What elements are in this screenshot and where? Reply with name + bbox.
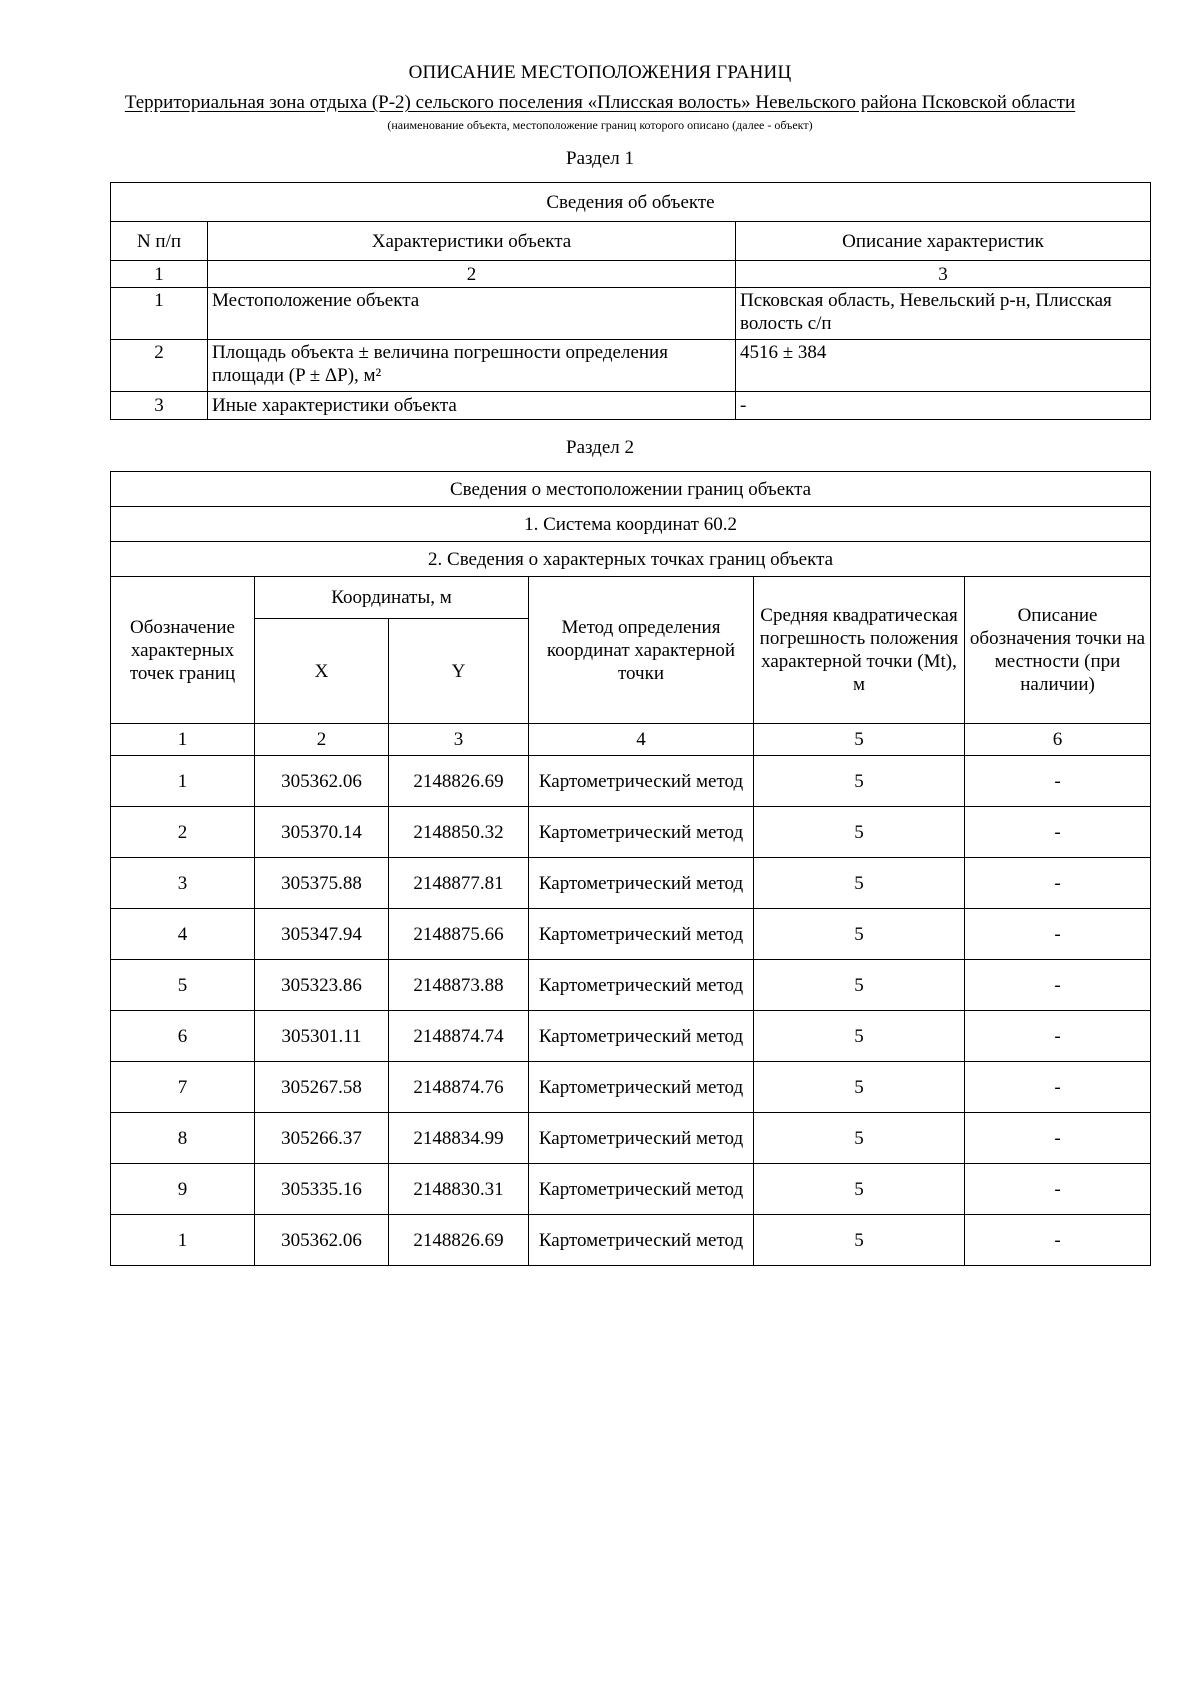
row-number: 1 — [111, 288, 208, 340]
table-row — [111, 1113, 1151, 1164]
point-method: Картометрический метод — [529, 960, 754, 1011]
point-id: 8 — [111, 1113, 255, 1164]
column-number: 5 — [754, 724, 965, 756]
point-id: 4 — [111, 909, 255, 960]
point-id: 1 — [111, 756, 255, 807]
point-y: 2148875.66 — [389, 909, 529, 960]
table-row — [111, 1062, 1151, 1113]
point-error: 5 — [754, 858, 965, 909]
table-row — [111, 288, 1151, 340]
column-number: 2 — [208, 261, 736, 288]
table-header-row — [111, 577, 1151, 619]
point-error: 5 — [754, 960, 965, 1011]
point-description: - — [965, 909, 1151, 960]
column-header-coords: Координаты, м — [255, 577, 529, 619]
column-header-description: Описание характеристик — [736, 222, 1151, 261]
point-method: Картометрический метод — [529, 1164, 754, 1215]
point-y: 2148877.81 — [389, 858, 529, 909]
point-method: Картометрический метод — [529, 1011, 754, 1062]
point-y: 2148834.99 — [389, 1113, 529, 1164]
table-header-row — [111, 222, 1151, 261]
object-name-note: (наименование объекта, местоположение границ которого описано (далее - объект) — [387, 118, 813, 132]
description-cell: 4516 ± 384 — [736, 340, 1151, 392]
point-method: Картометрический метод — [529, 909, 754, 960]
point-y: 2148874.76 — [389, 1062, 529, 1113]
object-info-table — [110, 182, 1151, 420]
point-id: 3 — [111, 858, 255, 909]
table-row — [111, 960, 1151, 1011]
description-cell: - — [736, 392, 1151, 420]
point-error: 5 — [754, 1062, 965, 1113]
column-header-description: Описание обозначения точки на местности (при наличии) — [965, 577, 1151, 724]
point-method: Картометрический метод — [529, 756, 754, 807]
row-number: 3 — [111, 392, 208, 420]
coord-system-row — [111, 507, 1151, 542]
column-number: 2 — [255, 724, 389, 756]
point-x: 305362.06 — [255, 756, 389, 807]
characteristic-cell: Местоположение объекта — [208, 288, 736, 340]
column-header-y: Y — [389, 619, 529, 724]
column-number: 6 — [965, 724, 1151, 756]
point-description: - — [965, 807, 1151, 858]
column-number-row — [111, 724, 1151, 756]
point-x: 305362.06 — [255, 1215, 389, 1266]
points-title: 2. Сведения о характерных точках границ объекта — [111, 542, 1151, 577]
point-x: 305323.86 — [255, 960, 389, 1011]
point-id: 2 — [111, 807, 255, 858]
table-title-row — [111, 472, 1151, 507]
point-description: - — [965, 960, 1151, 1011]
point-id: 7 — [111, 1062, 255, 1113]
point-y: 2148826.69 — [389, 756, 529, 807]
point-id: 9 — [111, 1164, 255, 1215]
table-row — [111, 756, 1151, 807]
document-title: ОПИСАНИЕ МЕСТОПОЛОЖЕНИЯ ГРАНИЦ — [408, 62, 792, 83]
table-row — [111, 392, 1151, 420]
point-description: - — [965, 1113, 1151, 1164]
table-row — [111, 909, 1151, 960]
table-row — [111, 1011, 1151, 1062]
point-error: 5 — [754, 756, 965, 807]
point-id: 1 — [111, 1215, 255, 1266]
column-header-method: Метод определения координат характерной точки — [529, 577, 754, 724]
column-number: 3 — [389, 724, 529, 756]
point-error: 5 — [754, 1113, 965, 1164]
table-title-row — [111, 183, 1151, 222]
column-number-row — [111, 261, 1151, 288]
coord-system-title: 1. Система координат 60.2 — [111, 507, 1151, 542]
point-description: - — [965, 1164, 1151, 1215]
table-row — [111, 1215, 1151, 1266]
point-error: 5 — [754, 1164, 965, 1215]
column-number: 4 — [529, 724, 754, 756]
object-name-text: Территориальная зона отдыха (Р-2) сельского поселения «Плисская волость» Невельского района Псковской области — [124, 92, 1076, 113]
section1-heading: Раздел 1 — [566, 148, 634, 169]
point-description: - — [965, 1011, 1151, 1062]
column-number: 3 — [736, 261, 1151, 288]
object-info-title: Сведения об объекте — [111, 183, 1151, 222]
point-error: 5 — [754, 1011, 965, 1062]
object-name — [0, 92, 1200, 114]
point-y: 2148826.69 — [389, 1215, 529, 1266]
point-method: Картометрический метод — [529, 807, 754, 858]
point-id: 6 — [111, 1011, 255, 1062]
table-row — [111, 340, 1151, 392]
point-x: 305267.58 — [255, 1062, 389, 1113]
point-x: 305266.37 — [255, 1113, 389, 1164]
column-header-designation: Обозначение характерных точек границ — [111, 577, 255, 724]
column-header-characteristic: Характеристики объекта — [208, 222, 736, 261]
point-description: - — [965, 858, 1151, 909]
point-error: 5 — [754, 909, 965, 960]
point-id: 5 — [111, 960, 255, 1011]
point-method: Картометрический метод — [529, 1215, 754, 1266]
point-x: 305375.88 — [255, 858, 389, 909]
point-description: - — [965, 756, 1151, 807]
point-error: 5 — [754, 807, 965, 858]
point-method: Картометрический метод — [529, 1113, 754, 1164]
point-x: 305335.16 — [255, 1164, 389, 1215]
point-description: - — [965, 1062, 1151, 1113]
row-number: 2 — [111, 340, 208, 392]
characteristic-cell: Площадь объекта ± величина погрешности определения площади (P ± ΔP), м² — [208, 340, 736, 392]
table-row — [111, 858, 1151, 909]
point-error: 5 — [754, 1215, 965, 1266]
column-header-x: X — [255, 619, 389, 724]
point-x: 305301.11 — [255, 1011, 389, 1062]
boundary-points-table — [110, 471, 1151, 1266]
column-header-error: Средняя квадратическая погрешность положения характерной точки (Mt), м — [754, 577, 965, 724]
point-y: 2148873.88 — [389, 960, 529, 1011]
description-cell: Псковская область, Невельский р-н, Плисская волость с/п — [736, 288, 1151, 340]
point-description: - — [965, 1215, 1151, 1266]
point-method: Картометрический метод — [529, 858, 754, 909]
point-x: 305347.94 — [255, 909, 389, 960]
column-number: 1 — [111, 261, 208, 288]
boundary-info-title: Сведения о местоположении границ объекта — [111, 472, 1151, 507]
point-x: 305370.14 — [255, 807, 389, 858]
points-title-row — [111, 542, 1151, 577]
point-method: Картометрический метод — [529, 1062, 754, 1113]
point-y: 2148850.32 — [389, 807, 529, 858]
table-row — [111, 807, 1151, 858]
characteristic-cell: Иные характеристики объекта — [208, 392, 736, 420]
point-y: 2148830.31 — [389, 1164, 529, 1215]
column-header-number: N п/п — [111, 222, 208, 261]
column-number: 1 — [111, 724, 255, 756]
point-y: 2148874.74 — [389, 1011, 529, 1062]
section2-heading: Раздел 2 — [566, 437, 634, 458]
table-row — [111, 1164, 1151, 1215]
